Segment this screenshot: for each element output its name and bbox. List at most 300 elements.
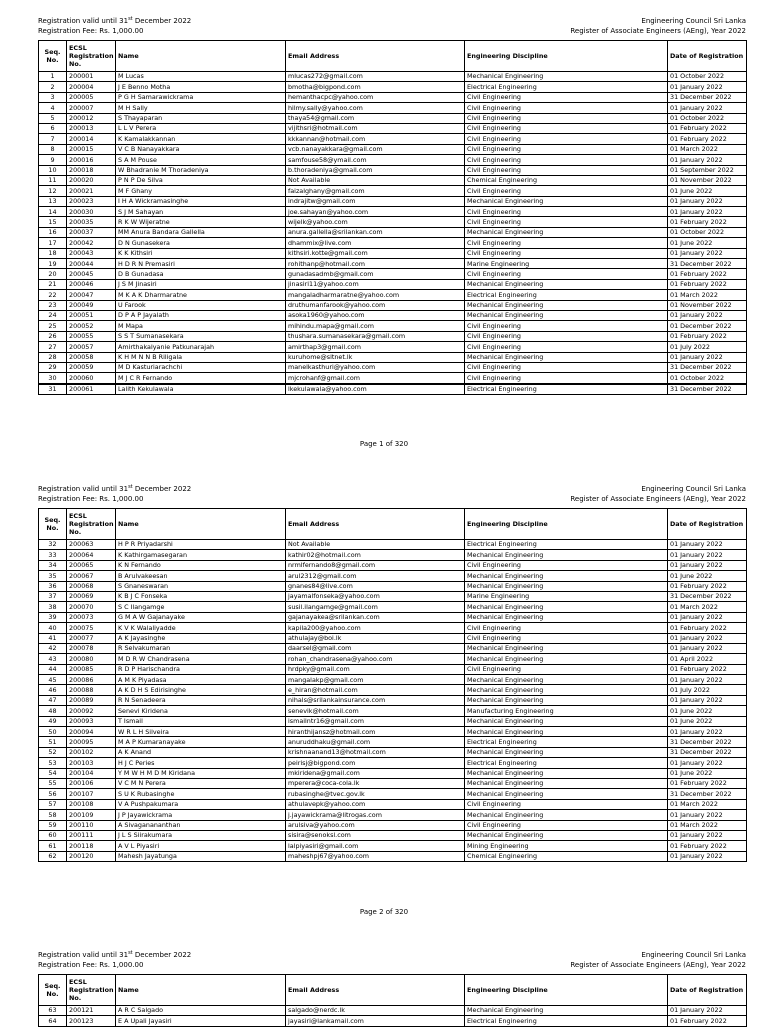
seq-no: 1: [39, 72, 67, 82]
table-row: [39, 675, 747, 685]
email-address: hilmy.sally@yahoo.com: [286, 103, 465, 113]
table-header-row: [39, 509, 747, 540]
page-header: [38, 16, 746, 38]
engineering-discipline: Civil Engineering: [465, 134, 668, 144]
email-address: rohithanp@hotmail.com: [286, 259, 465, 269]
registration-no: 200111: [67, 830, 116, 840]
registration-date: 01 February 2022: [668, 664, 747, 674]
engineering-discipline: Electrical Engineering: [465, 384, 668, 395]
registration-date: 01 June 2022: [668, 186, 747, 196]
table-row: [39, 238, 747, 248]
table-row: [39, 747, 747, 757]
member-name: R D P Harischandra: [116, 664, 286, 674]
registration-no: 200012: [67, 113, 116, 123]
seq-no: 29: [39, 362, 67, 372]
organization-name: Engineering Council Sri Lanka: [641, 485, 746, 493]
seq-no: 14: [39, 207, 67, 217]
register-title: Register of Associate Engineers (AEng), Year 2022: [570, 495, 746, 503]
column-header-email: Email Address: [286, 509, 465, 540]
table-row: [39, 373, 747, 384]
member-name: Mahesh Jayatunga: [116, 851, 286, 861]
seq-no: 35: [39, 571, 67, 581]
registration-table: [38, 508, 747, 862]
email-address: kathir02@hotmail.com: [286, 550, 465, 560]
seq-no: 16: [39, 227, 67, 237]
member-name: MM Anura Bandara Gallella: [116, 227, 286, 237]
engineering-discipline: Manufacturing Engineering: [465, 706, 668, 716]
registration-date: 01 January 2022: [668, 155, 747, 165]
member-name: S C Ilangamge: [116, 602, 286, 612]
registration-date: 01 February 2022: [668, 841, 747, 851]
registration-date: 01 April 2022: [668, 654, 747, 664]
engineering-discipline: Electrical Engineering: [465, 1016, 668, 1026]
email-address: thaya54@gmail.com: [286, 113, 465, 123]
registration-no: 200085: [67, 664, 116, 674]
seq-no: 23: [39, 300, 67, 310]
member-name: A K Jayasinghe: [116, 633, 286, 643]
registration-date: 01 July 2022: [668, 342, 747, 352]
seq-no: 3: [39, 92, 67, 102]
engineering-discipline: Mechanical Engineering: [465, 685, 668, 695]
email-address: thushara.sumanasekara@gmail.com: [286, 331, 465, 341]
registration-no: 200108: [67, 799, 116, 809]
engineering-discipline: Civil Engineering: [465, 238, 668, 248]
registration-no: 200059: [67, 362, 116, 372]
member-name: M Lucas: [116, 72, 286, 82]
registration-date: 01 February 2022: [668, 623, 747, 633]
registration-no: 200037: [67, 227, 116, 237]
member-name: K K Kithsiri: [116, 248, 286, 258]
table-row: [39, 664, 747, 674]
seq-no: 54: [39, 768, 67, 778]
registration-date: 01 January 2022: [668, 643, 747, 653]
organization-name: Engineering Council Sri Lanka: [641, 17, 746, 25]
email-address: j.jayawickrama@litrogas.com: [286, 810, 465, 820]
registration-date: 01 January 2022: [668, 560, 747, 570]
registration-date: 01 January 2022: [668, 851, 747, 861]
email-address: samfouse58@ymail.com: [286, 155, 465, 165]
member-name: I H A Wickramasinghe: [116, 196, 286, 206]
validity-ordinal: st: [128, 484, 133, 490]
email-address: mperera@coca-cola.lk: [286, 778, 465, 788]
registration-no: 200070: [67, 602, 116, 612]
member-name: Y M W H M D M Kiridana: [116, 768, 286, 778]
header-right: [570, 16, 746, 36]
seq-no: 24: [39, 310, 67, 320]
engineering-discipline: Civil Engineering: [465, 92, 668, 102]
registration-no: 200065: [67, 560, 116, 570]
registration-table: [38, 40, 747, 395]
seq-no: 51: [39, 737, 67, 747]
table-row: [39, 612, 747, 622]
seq-no: 46: [39, 685, 67, 695]
table-row: [39, 654, 747, 664]
registration-date: 01 July 2022: [668, 685, 747, 695]
table-row: [39, 279, 747, 289]
engineering-discipline: Chemical Engineering: [465, 175, 668, 185]
seq-no: 27: [39, 342, 67, 352]
validity-ordinal: st: [128, 16, 133, 22]
table-row: [39, 1006, 747, 1016]
email-address: jinasiri11@yahoo.com: [286, 279, 465, 289]
table-row: [39, 384, 747, 395]
registration-date: 01 February 2022: [668, 123, 747, 133]
header-right: [570, 484, 746, 504]
organization-name: Engineering Council Sri Lanka: [641, 951, 746, 959]
registration-no: 200103: [67, 758, 116, 768]
table-row: [39, 123, 747, 133]
engineering-discipline: Mechanical Engineering: [465, 279, 668, 289]
registration-no: 200067: [67, 571, 116, 581]
table-row: [39, 778, 747, 788]
email-address: mkiridena@gmail.com: [286, 768, 465, 778]
engineering-discipline: Civil Engineering: [465, 342, 668, 352]
seq-no: 34: [39, 560, 67, 570]
registration-no: 200046: [67, 279, 116, 289]
registration-date: 31 December 2022: [668, 789, 747, 799]
column-header-seq: Seq. No.: [39, 41, 67, 72]
email-address: mihindu.mapa@gmail.com: [286, 321, 465, 331]
table-row: [39, 72, 747, 82]
registration-no: 200088: [67, 685, 116, 695]
registration-no: 200086: [67, 675, 116, 685]
registration-date: 01 January 2022: [668, 758, 747, 768]
engineering-discipline: Civil Engineering: [465, 623, 668, 633]
email-address: kkkannan@hotmail.com: [286, 134, 465, 144]
engineering-discipline: Electrical Engineering: [465, 758, 668, 768]
registration-date: 31 December 2022: [668, 362, 747, 372]
engineering-discipline: Civil Engineering: [465, 362, 668, 372]
table-row: [39, 352, 747, 362]
page-number: Page 2 of 320: [359, 908, 409, 916]
engineering-discipline: Civil Engineering: [465, 633, 668, 643]
registration-no: 200016: [67, 155, 116, 165]
engineering-discipline: Civil Engineering: [465, 155, 668, 165]
engineering-discipline: Mechanical Engineering: [465, 227, 668, 237]
member-name: S Thayaparan: [116, 113, 286, 123]
email-address: b.thoradeniya@gmail.com: [286, 165, 465, 175]
email-address: manelkasthuri@yahoo.com: [286, 362, 465, 372]
seq-no: 18: [39, 248, 67, 258]
engineering-discipline: Mechanical Engineering: [465, 810, 668, 820]
registration-no: 200045: [67, 269, 116, 279]
register-title: Register of Associate Engineers (AEng), Year 2022: [570, 27, 746, 35]
engineering-discipline: Civil Engineering: [465, 664, 668, 674]
engineering-discipline: Mechanical Engineering: [465, 310, 668, 320]
table-row: [39, 155, 747, 165]
registration-no: 200014: [67, 134, 116, 144]
seq-no: 58: [39, 810, 67, 820]
validity-suffix: December 2022: [132, 17, 192, 25]
seq-no: 2: [39, 82, 67, 92]
seq-no: 42: [39, 643, 67, 653]
member-name: A V L Piyasiri: [116, 841, 286, 851]
registration-date: 01 February 2022: [668, 778, 747, 788]
registration-date: 01 January 2022: [668, 352, 747, 362]
seq-no: 6: [39, 123, 67, 133]
table-row: [39, 623, 747, 633]
table-header-row: [39, 975, 747, 1006]
email-address: rohan_chandrasena@yahoo.com: [286, 654, 465, 664]
email-address: nrmlfernando8@gmail.com: [286, 560, 465, 570]
email-address: lkekulawala@yahoo.com: [286, 384, 465, 395]
seq-no: 31: [39, 384, 67, 395]
registration-no: 200044: [67, 259, 116, 269]
table-row: [39, 196, 747, 206]
engineering-discipline: Civil Engineering: [465, 123, 668, 133]
seq-no: 45: [39, 675, 67, 685]
member-name: S U K Rubasinghe: [116, 789, 286, 799]
header-left: [38, 484, 191, 504]
registration-date: 01 June 2022: [668, 768, 747, 778]
member-name: V C M N Perera: [116, 778, 286, 788]
table-row: [39, 581, 747, 591]
seq-no: 50: [39, 727, 67, 737]
email-address: mlucas272@gmail.com: [286, 72, 465, 82]
engineering-discipline: Chemical Engineering: [465, 851, 668, 861]
email-address: amirthap3@gmail.com: [286, 342, 465, 352]
engineering-discipline: Civil Engineering: [465, 248, 668, 258]
registration-no: 200093: [67, 716, 116, 726]
registration-no: 200005: [67, 92, 116, 102]
registration-no: 200106: [67, 778, 116, 788]
table-row: [39, 310, 747, 320]
table-row: [39, 758, 747, 768]
member-name: A K D H S Edirisinghe: [116, 685, 286, 695]
table-row: [39, 633, 747, 643]
engineering-discipline: Civil Engineering: [465, 321, 668, 331]
email-address: joe.sahayan@yahoo.com: [286, 207, 465, 217]
seq-no: 43: [39, 654, 67, 664]
member-name: A Sivaganananthan: [116, 820, 286, 830]
registration-date: 01 February 2022: [668, 134, 747, 144]
registration-no: 200109: [67, 810, 116, 820]
table-row: [39, 737, 747, 747]
table-header-row: [39, 41, 747, 72]
seq-no: 41: [39, 633, 67, 643]
column-header-discipline: Engineering Discipline: [465, 41, 668, 72]
registration-date: 01 March 2022: [668, 290, 747, 300]
registration-no: 200110: [67, 820, 116, 830]
member-name: R Selvakumaran: [116, 643, 286, 653]
table-row: [39, 144, 747, 154]
registration-no: 200049: [67, 300, 116, 310]
engineering-discipline: Mechanical Engineering: [465, 695, 668, 705]
table-row: [39, 134, 747, 144]
member-name: P G H Samarawickrama: [116, 92, 286, 102]
registration-date: 01 March 2022: [668, 602, 747, 612]
registration-no: 200120: [67, 851, 116, 861]
seq-no: 15: [39, 217, 67, 227]
column-header-name: Name: [116, 41, 286, 72]
registration-no: 200021: [67, 186, 116, 196]
registration-date: 01 October 2022: [668, 373, 747, 384]
engineering-discipline: Civil Engineering: [465, 217, 668, 227]
email-address: kapila200@yahoo.com: [286, 623, 465, 633]
engineering-discipline: Mechanical Engineering: [465, 778, 668, 788]
registration-no: 200057: [67, 342, 116, 352]
seq-no: 8: [39, 144, 67, 154]
column-header-email: Email Address: [286, 41, 465, 72]
seq-no: 40: [39, 623, 67, 633]
engineering-discipline: Civil Engineering: [465, 165, 668, 175]
engineering-discipline: Mechanical Engineering: [465, 716, 668, 726]
engineering-discipline: Civil Engineering: [465, 207, 668, 217]
seq-no: 39: [39, 612, 67, 622]
registration-date: 01 February 2022: [668, 1016, 747, 1026]
engineering-discipline: Marine Engineering: [465, 259, 668, 269]
validity-suffix: December 2022: [132, 485, 192, 493]
registration-date: 01 January 2022: [668, 207, 747, 217]
table-row: [39, 591, 747, 601]
seq-no: 38: [39, 602, 67, 612]
table-row: [39, 290, 747, 300]
registration-date: 01 February 2022: [668, 279, 747, 289]
member-name: M Mapa: [116, 321, 286, 331]
table-row: [39, 227, 747, 237]
email-address: daarsel@gmail.com: [286, 643, 465, 653]
email-address: susil.ilangamge@gmail.com: [286, 602, 465, 612]
registration-date: 01 January 2022: [668, 1006, 747, 1016]
engineering-discipline: Mechanical Engineering: [465, 643, 668, 653]
table-row: [39, 248, 747, 258]
seq-no: 10: [39, 165, 67, 175]
member-name: E A Upali Jayasiri: [116, 1016, 286, 1026]
registration-date: 01 February 2022: [668, 581, 747, 591]
member-name: J E Benno Motha: [116, 82, 286, 92]
email-address: vcb.nanayakkara@gmail.com: [286, 144, 465, 154]
registration-no: 200013: [67, 123, 116, 133]
member-name: M K A K Dharmaratne: [116, 290, 286, 300]
registration-no: 200121: [67, 1006, 116, 1016]
seq-no: 32: [39, 540, 67, 550]
table-row: [39, 810, 747, 820]
engineering-discipline: Mechanical Engineering: [465, 747, 668, 757]
registration-no: 200118: [67, 841, 116, 851]
email-address: lalpiyasiri@gmail.com: [286, 841, 465, 851]
member-name: D N Gunasekera: [116, 238, 286, 248]
engineering-discipline: Mechanical Engineering: [465, 300, 668, 310]
engineering-discipline: Mining Engineering: [465, 841, 668, 851]
table-row: [39, 362, 747, 372]
registration-date: 01 November 2022: [668, 300, 747, 310]
table-row: [39, 269, 747, 279]
seq-no: 20: [39, 269, 67, 279]
member-name: H J C Peries: [116, 758, 286, 768]
registration-no: 200001: [67, 72, 116, 82]
member-name: K B J C Fonseka: [116, 591, 286, 601]
seq-no: 47: [39, 695, 67, 705]
seq-no: 4: [39, 103, 67, 113]
engineering-discipline: Civil Engineering: [465, 103, 668, 113]
page-header: [38, 950, 746, 972]
registration-date: 01 January 2022: [668, 82, 747, 92]
table-row: [39, 602, 747, 612]
member-name: A R C Salgado: [116, 1006, 286, 1016]
table-row: [39, 259, 747, 269]
validity-ordinal: st: [128, 950, 133, 956]
member-name: K Kamalakkannan: [116, 134, 286, 144]
seq-no: 53: [39, 758, 67, 768]
registration-no: 200004: [67, 82, 116, 92]
engineering-discipline: Electrical Engineering: [465, 737, 668, 747]
member-name: P N P De Silva: [116, 175, 286, 185]
registration-date: 01 January 2022: [668, 612, 747, 622]
seq-no: 62: [39, 851, 67, 861]
table-row: [39, 571, 747, 581]
registration-no: 200035: [67, 217, 116, 227]
seq-no: 11: [39, 175, 67, 185]
member-name: M D R W Chandrasena: [116, 654, 286, 664]
engineering-discipline: Mechanical Engineering: [465, 550, 668, 560]
table-row: [39, 716, 747, 726]
email-address: athulavepk@yahoo.com: [286, 799, 465, 809]
member-name: M A P Kumaranayake: [116, 737, 286, 747]
email-address: jayamalfonseka@yahoo.com: [286, 591, 465, 601]
engineering-discipline: Civil Engineering: [465, 144, 668, 154]
validity-prefix: Registration valid until 31: [38, 951, 129, 959]
registration-no: 200015: [67, 144, 116, 154]
register-title: Register of Associate Engineers (AEng), Year 2022: [570, 961, 746, 969]
email-address: Not Available: [286, 540, 465, 550]
member-name: K Kathirgamasegaran: [116, 550, 286, 560]
email-address: asoka1960@yahoo.com: [286, 310, 465, 320]
table-row: [39, 1016, 747, 1026]
seq-no: 49: [39, 716, 67, 726]
registration-no: 200077: [67, 633, 116, 643]
registration-date: 01 January 2022: [668, 830, 747, 840]
table-row: [39, 841, 747, 851]
seq-no: 7: [39, 134, 67, 144]
email-address: kithsiri.kotte@gmail.com: [286, 248, 465, 258]
table-row: [39, 789, 747, 799]
seq-no: 21: [39, 279, 67, 289]
email-address: gnanes84@live.com: [286, 581, 465, 591]
table-row: [39, 643, 747, 653]
engineering-discipline: Civil Engineering: [465, 186, 668, 196]
registration-no: 200064: [67, 550, 116, 560]
registration-date: 31 December 2022: [668, 591, 747, 601]
seq-no: 37: [39, 591, 67, 601]
email-address: gajanayakea@srilankan.com: [286, 612, 465, 622]
member-name: R N Senadeera: [116, 695, 286, 705]
member-name: S J M Sahayan: [116, 207, 286, 217]
table-row: [39, 727, 747, 737]
registration-no: 200104: [67, 768, 116, 778]
table-row: [39, 217, 747, 227]
member-name: S S T Sumanasekara: [116, 331, 286, 341]
header-left: [38, 16, 191, 36]
engineering-discipline: Mechanical Engineering: [465, 830, 668, 840]
registration-date: 01 January 2022: [668, 810, 747, 820]
engineering-discipline: Civil Engineering: [465, 113, 668, 123]
registration-no: 200068: [67, 581, 116, 591]
member-name: G M A W Gajanayake: [116, 612, 286, 622]
email-address: wijelk@yahoo.com: [286, 217, 465, 227]
email-address: nihals@srilankainsurance.com: [286, 695, 465, 705]
validity-text: [38, 16, 191, 26]
email-address: arul2312@gmail.com: [286, 571, 465, 581]
validity-text: [38, 484, 191, 494]
registration-date: 01 March 2022: [668, 820, 747, 830]
seq-no: 64: [39, 1016, 67, 1026]
member-name: M J C R Fernando: [116, 373, 286, 384]
email-address: hiranthijansz@hotmail.com: [286, 727, 465, 737]
registration-date: 01 January 2022: [668, 196, 747, 206]
email-address: hemanthacpc@yahoo.com: [286, 92, 465, 102]
member-name: W R L H Silveira: [116, 727, 286, 737]
column-header-ecsl: ECSL Registration No.: [67, 975, 116, 1006]
